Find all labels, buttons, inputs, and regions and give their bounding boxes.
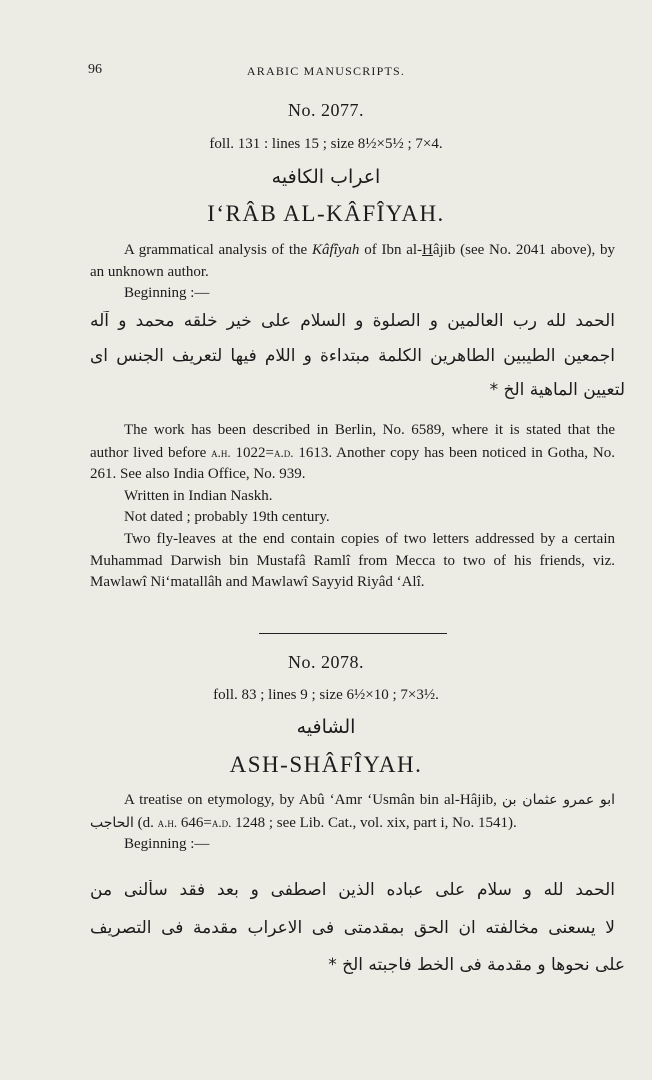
description-text: 646= — [177, 814, 212, 831]
entry-description — [90, 240, 615, 305]
section-divider — [259, 633, 447, 634]
entry-number: No. 2078. — [288, 652, 364, 672]
entry-arabic-title: الشافيه — [296, 716, 356, 738]
notes-text: The work has been described in Berlin, No. 6589, where it is stated that the author lived before — [90, 422, 615, 461]
description-text: âjib (see No. 2041 above), by an unknown author. — [90, 242, 615, 280]
script-note: Written in Indian Naskh. — [124, 487, 273, 504]
era-abbreviation: a.h. — [157, 814, 178, 830]
description-text: (d. — [133, 814, 158, 831]
entry-description — [90, 790, 615, 856]
arabic-incipit-line: لتعيين الماهية الخ * — [489, 380, 625, 400]
era-abbreviation: a.h. — [211, 444, 231, 460]
notes-text: 1613. Another copy has been noticed in Gotha, No. 261. See also India Office, No. 939. — [90, 444, 615, 483]
arabic-incipit-line: على نحوها و مقدمة فى الخط فاجبته الخ * — [328, 955, 625, 975]
arabic-incipit-line: لا يسعنى مخالفته ان الحق بمقدمتى فى الاعراب مقدمة فى التصريف — [90, 918, 615, 938]
entry-title: ASH-SHÂFÎYAH. — [229, 752, 423, 777]
description-text: A treatise on etymology, by Abû ‘Amr ‘Usmân bin al-Hâjib, — [124, 792, 502, 808]
era-abbreviation: a.d. — [273, 444, 294, 460]
entry-title: I‘RÂB AL-KÂFÎYAH. — [207, 201, 445, 226]
date-note: Not dated ; probably 19th century. — [124, 509, 330, 526]
work-title: Kâfîyah — [311, 242, 360, 258]
description-text: A grammatical analysis of the — [124, 242, 312, 258]
notes-text: 1022= — [230, 444, 274, 461]
underlined-letter: H — [422, 242, 433, 258]
page-number: 96 — [88, 62, 102, 77]
entry-collation: foll. 131 : lines 15 ; size 8½×5½ ; 7×4. — [209, 136, 443, 152]
flyleaves-note: Two fly-leaves at the end contain copies of two letters addressed by a certain Muhammad Darwish bin Mustafâ Ramlî from Mecca to two of his friends, viz. Mawlawî Ni‘matallâh and Mawlawî Sayyid Riyâd ‘Alî. — [90, 530, 615, 591]
entry-number: No. 2077. — [288, 100, 364, 120]
running-title: ARABIC MANUSCRIPTS. — [246, 64, 406, 78]
arabic-incipit-line: الحمد لله رب العالمين و الصلوة و السلام على خير خلقه محمد و آله — [90, 311, 615, 331]
entry-collation: foll. 83 ; lines 9 ; size 6½×10 ; 7×3½. — [213, 687, 439, 703]
description-text: of Ibn al- — [359, 242, 423, 258]
beginning-label: Beginning :— — [124, 836, 210, 853]
era-abbreviation: a.d. — [211, 814, 232, 830]
description-text: 1248 ; see Lib. Cat., vol. xix, part i, No. 1541). — [231, 814, 517, 831]
beginning-label: Beginning :— — [124, 285, 210, 302]
entry-arabic-title: اعراب الكافيه — [271, 166, 381, 188]
arabic-incipit-line: الحمد لله و سلام على عباده الذين اصطفى و بعد فقد سألنى من — [90, 880, 615, 900]
entry-notes — [90, 420, 615, 594]
author-arabic-name: ابو عمرو عثمان بن الحاجب — [90, 792, 615, 831]
arabic-incipit-line: اجمعين الطيبين الطاهرين الكلمة مبتداءة و اللام فيها لتعريف الجنس اى — [90, 346, 615, 366]
